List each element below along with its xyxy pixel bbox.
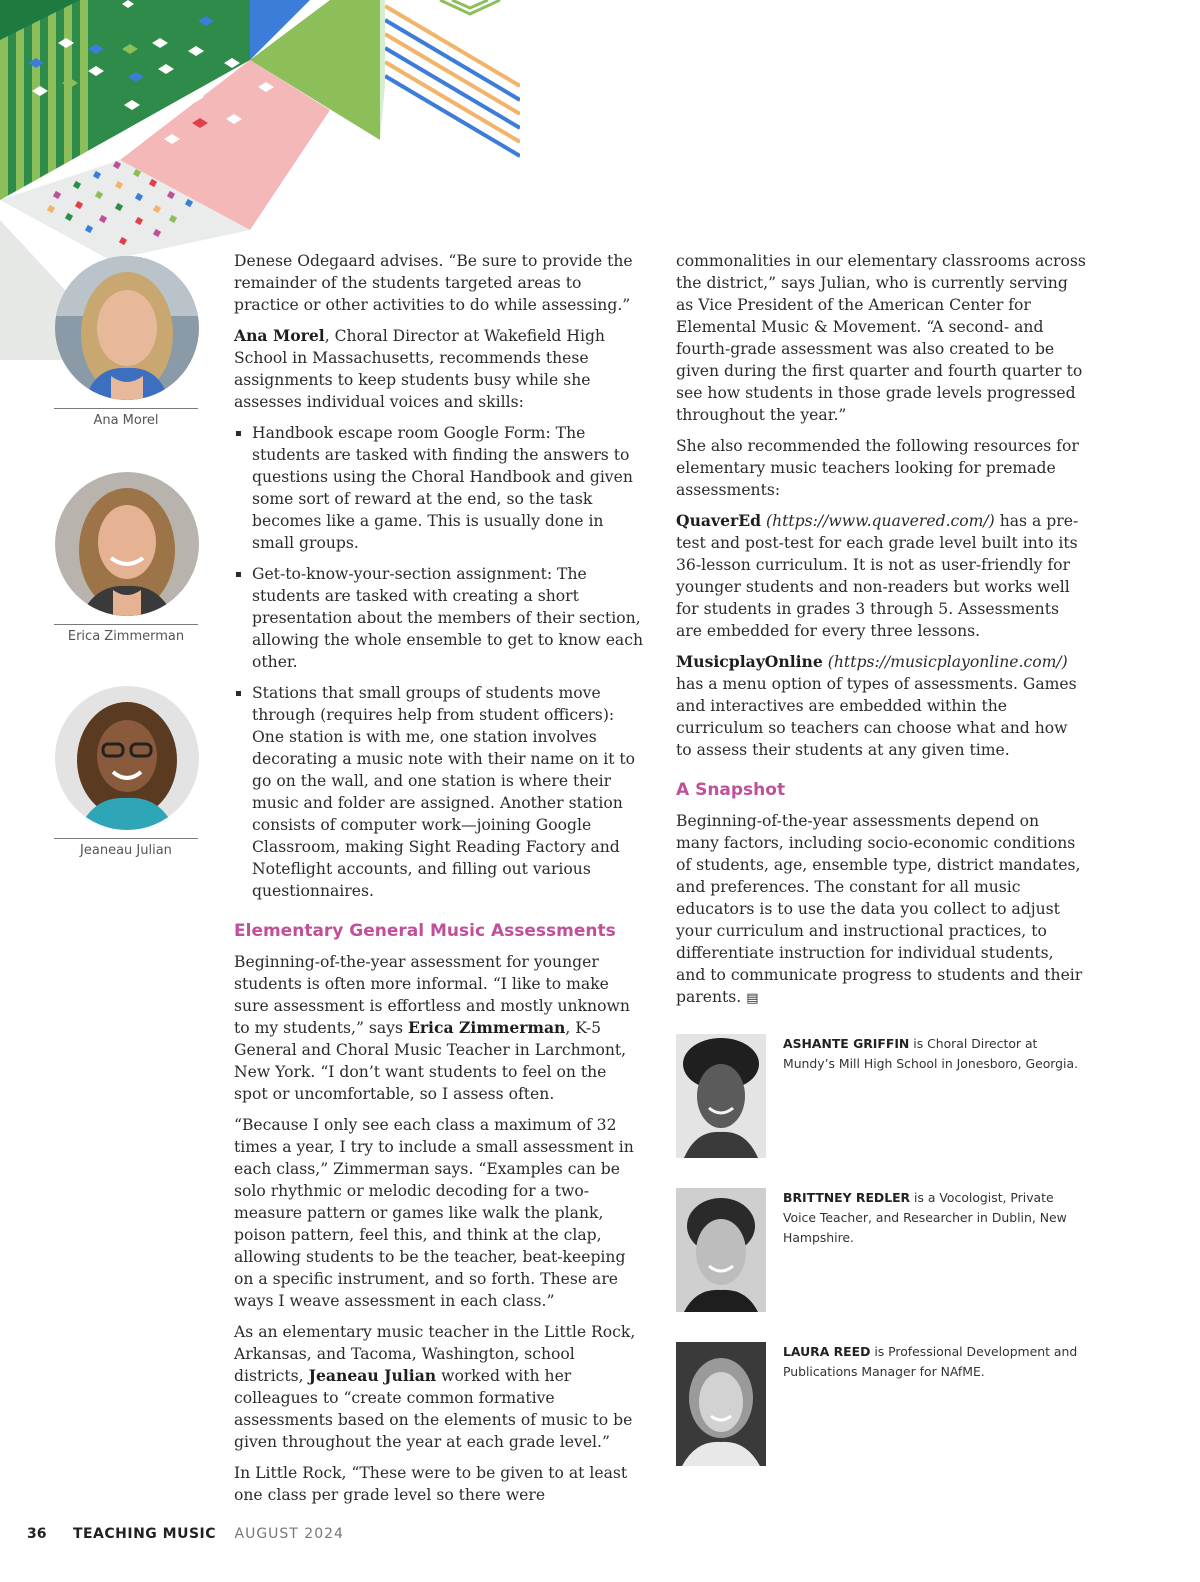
person-name: Ana Morel [234,326,325,345]
paragraph: commonalities in our elementary classrooms across the district,” says Julian, who is currently serving as Vice President of the American Center for Elemental Music & Movement. “A second- and fourth-grade assessment was also created to be given during the first quarter and fourth quarter to see how students in those grade levels progressed throughout the year.” [676,252,1086,424]
author-name: LAURA REED [783,1344,871,1359]
author-bio [676,1188,1086,1312]
photo-caption: Jeaneau Julian [80,843,172,858]
article-column-right [676,250,1086,1019]
paragraph [676,510,1086,642]
photo-caption: Ana Morel [93,413,159,428]
bio-description: is a Vocologist, Private Voice Teacher, and Researcher in Dublin, New Hampshire. [783,1190,1067,1245]
resource-url: (https://www.quavered.com/) [765,512,995,530]
portrait-photo-ana-morel [55,256,199,400]
paragraph-text: , Choral Director at Wakefield High School in Massachusetts, recommends these assignments to keep students busy while she assesses individual voices and skills: [234,327,605,411]
paragraph [234,951,644,1105]
list-item: Get-to-know-your-section assignment: The students are tasked with creating a short presentation about the members of their section, allowing the whole ensemble to get to know each other. [234,563,644,673]
photo-caption: Erica Zimmerman [67,629,185,644]
assignment-list [234,422,644,902]
paragraph [234,1321,644,1453]
issue-date: AUGUST 2024 [234,1526,344,1542]
magazine-title: TEACHING MUSIC [72,1526,217,1542]
paragraph-text: has a pre-test and post-test for each grade level built into its 36-lesson curriculum. It is not as user-friendly for younger students and non-readers but works well for students in grades 3 through 5. Assessments are embedded for every three lessons. [676,512,1079,640]
paragraph: In Little Rock, “These were to be given to at least one class per grade level so there were [234,1464,628,1504]
paragraph-text: Beginning-of-the-year assessments depend on many factors, including socio-economic conditions of students, age, ensemble type, district mandates, and preferences. The constant for all music educators is to use the data you collect to adjust your curriculum and instructional practices, to differentiate instruction for individual students, and to communicate progress to students and their parents. [676,812,1083,1006]
list-item: Stations that small groups of students move through (requires help from student officers): One station is with me, one station involves decorating a music note with their name on it to go on the wall, and one station is where their music and folder are assigned. Another station consists of computer work—joining Google Classroom, making Sight Reading Factory and Noteflight accounts, and filling out various questionnaires. [234,682,644,902]
author-bio [676,1342,1086,1466]
bio-description: is Choral Director at Mundy’s Mill High School in Jonesboro, Georgia. [783,1036,1079,1071]
paragraph-text: Beginning-of-the-year assessment for younger students is often more informal. “I like to make sure assessment is effortless and mostly unknown to my students,” says [234,953,630,1037]
section-heading: A Snapshot [676,780,786,800]
bio-description: is Professional Development and Publications Manager for NAfME. [783,1344,1078,1379]
paragraph [234,325,644,413]
end-of-article-icon: ▤ [746,991,759,1006]
paragraph: She also recommended the following resources for elementary music teachers looking for premade assessments: [676,437,1079,499]
paragraph: “Because I only see each class a maximum of 32 times a year, I try to include a small assessment in each class,” Zimmerman says. “Examples can be solo rhythmic or melodic decoding for a two-measure pattern or games like walk the plank, poison pattern, feel this, and think at the clap, allowing students to be the teacher, beat-keeping on a specific instrument, and so forth. These are ways I weave assessment in each class.” [234,1116,634,1310]
author-photo [676,1342,766,1466]
caption-rule [54,838,198,839]
list-item: Handbook escape room Google Form: The students are tasked with finding the answers to questions using the Choral Handbook and given some sort of reward at the end, so the task becomes like a game. This is usually done in small groups. [234,422,644,554]
author-name: BRITTNEY REDLER [783,1190,911,1205]
bio-text [783,1342,1083,1382]
paragraph-text: has a menu option of types of assessments. Games and interactives are embedded within the curriculum so teachers can choose what and how to assess their students at any given time. [676,675,1077,759]
resource-name: QuaverEd [676,511,762,530]
paragraph [676,810,1086,1010]
caption-rule [54,408,198,409]
person-name: Erica Zimmerman [407,1018,566,1037]
person-name: Jeaneau Julian [308,1366,437,1385]
caption-rule [54,624,198,625]
author-photo [676,1034,766,1158]
paragraph-text: As an elementary music teacher in the Little Rock, Arkansas, and Tacoma, Washington, school districts, [234,1323,636,1385]
paragraph-text: , K-5 General and Choral Music Teacher in Larchmont, New York. “I don’t want students to feel on the spot or uncomfortable, so I assess often. [234,1019,627,1103]
bio-text [783,1034,1083,1074]
author-photo [676,1188,766,1312]
bio-text [783,1188,1083,1248]
author-bio [676,1034,1086,1158]
page-footer [27,1526,344,1542]
article-column-left [234,250,644,1515]
resource-url: (https://musicplayonline.com/) [827,653,1068,671]
resource-name: MusicplayOnline [676,652,823,671]
page-number: 36 [27,1526,47,1542]
author-name: ASHANTE GRIFFIN [783,1036,910,1051]
portrait-photo-jeaneau-julian [55,686,199,830]
paragraph: Denese Odegaard advises. “Be sure to provide the remainder of the students targeted areas to practice or other activities to do while assessing.” [234,252,633,314]
portrait-photo-erica-zimmerman [55,472,199,616]
paragraph-text: worked with her colleagues to “create common formative assessments based on the elements of music to be given throughout the year at each grade level.” [234,1367,633,1451]
section-heading: Elementary General Music Assessments [234,921,616,941]
paragraph [676,651,1086,761]
